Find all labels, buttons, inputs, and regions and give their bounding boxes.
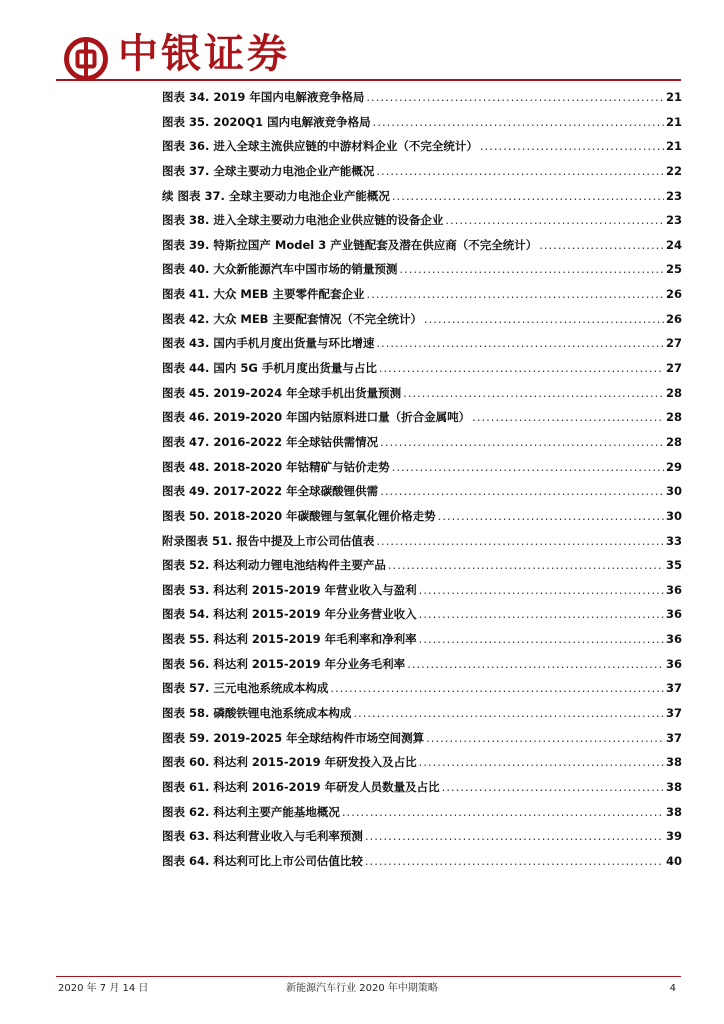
toc-entry-title: 图表 37. 全球主要动力电池企业产能概况 <box>162 163 375 178</box>
toc-entry[interactable] <box>162 504 682 529</box>
toc-entry-title: 图表 54. 科达利 2015-2019 年分业务营业收入 <box>162 607 417 622</box>
toc-entry[interactable] <box>162 159 682 184</box>
toc-entry[interactable] <box>162 529 682 554</box>
toc-dot-leader <box>365 824 664 849</box>
toc-entry-page: 26 <box>665 287 682 302</box>
toc-entry[interactable] <box>162 282 682 307</box>
toc-entry[interactable] <box>162 824 682 849</box>
toc-entry-title: 图表 53. 科达利 2015-2019 年营业收入与盈利 <box>162 582 417 597</box>
toc-entry-page: 27 <box>665 336 682 351</box>
toc-entry-page: 23 <box>665 213 682 228</box>
toc-dot-leader <box>426 726 664 751</box>
toc-entry-title: 图表 49. 2017-2022 年全球碳酸锂供需 <box>162 484 379 499</box>
toc-dot-leader <box>379 356 664 381</box>
footer-report-title: 新能源汽车行业 2020 年中期策略 <box>286 983 438 994</box>
toc-entry-page: 36 <box>665 656 682 671</box>
toc-dot-leader <box>366 282 664 307</box>
toc-entry-title: 图表 48. 2018-2020 年钴精矿与钴价走势 <box>162 459 390 474</box>
toc-entry-title: 图表 36. 进入全球主流供应链的中游材料企业（不完全统计） <box>162 139 478 154</box>
toc-entry-title: 图表 64. 科达利可比上市公司估值比较 <box>162 853 363 868</box>
toc-entry[interactable] <box>162 208 682 233</box>
toc-entry[interactable] <box>162 233 682 258</box>
page-header <box>0 0 724 78</box>
toc-dot-leader <box>373 110 664 135</box>
toc-entry[interactable] <box>162 849 682 874</box>
toc-dot-leader <box>392 455 664 480</box>
toc-entry-title: 图表 44. 国内 5G 手机月度出货量与占比 <box>162 361 377 376</box>
toc-entry[interactable] <box>162 356 682 381</box>
toc-dot-leader <box>380 479 664 504</box>
toc-entry-page: 29 <box>665 459 682 474</box>
toc-dot-leader <box>376 159 664 184</box>
toc-dot-leader <box>376 529 664 554</box>
toc-entry-page: 38 <box>665 755 682 770</box>
bank-of-china-logo-icon <box>63 36 109 82</box>
toc-entry[interactable] <box>162 134 682 159</box>
toc-entry[interactable] <box>162 405 682 430</box>
toc-entry-page: 23 <box>665 188 682 203</box>
toc-entry[interactable] <box>162 184 682 209</box>
toc-entry-page: 27 <box>665 361 682 376</box>
toc-entry-page: 21 <box>665 114 682 129</box>
toc-entry-title: 图表 43. 国内手机月度出货量与环比增速 <box>162 336 375 351</box>
toc-dot-leader <box>445 208 664 233</box>
toc-entry-title: 图表 35. 2020Q1 国内电解液竞争格局 <box>162 114 371 129</box>
toc-entry-page: 35 <box>665 558 682 573</box>
toc-dot-leader <box>392 184 664 209</box>
toc-entry-page: 36 <box>665 582 682 597</box>
toc-entry[interactable] <box>162 455 682 480</box>
toc-entry-title: 图表 47. 2016-2022 年全球钴供需情况 <box>162 434 379 449</box>
toc-entry[interactable] <box>162 676 682 701</box>
toc-entry-title: 图表 42. 大众 MEB 主要配套情况（不完全统计） <box>162 311 422 326</box>
toc-entry[interactable] <box>162 331 682 356</box>
toc-entry-title: 附录图表 51. 报告中提及上市公司估值表 <box>162 533 375 548</box>
toc-entry-page: 36 <box>665 632 682 647</box>
toc-entry-page: 36 <box>665 607 682 622</box>
toc-entry-page: 40 <box>665 853 682 868</box>
toc-entry-title: 图表 46. 2019-2020 年国内钴原料进口量（折合金属吨） <box>162 410 471 425</box>
toc-entry-page: 28 <box>665 434 682 449</box>
toc-entry[interactable] <box>162 775 682 800</box>
toc-entry-title: 图表 41. 大众 MEB 主要零件配套企业 <box>162 287 365 302</box>
toc-entry-title: 图表 56. 科达利 2015-2019 年分业务毛利率 <box>162 656 406 671</box>
toc-entry-title: 图表 58. 磷酸铁锂电池系统成本构成 <box>162 706 352 721</box>
toc-entry[interactable] <box>162 307 682 332</box>
toc-entry-page: 33 <box>665 533 682 548</box>
toc-dot-leader <box>480 134 664 159</box>
toc-dot-leader <box>539 233 664 258</box>
toc-entry-title: 图表 63. 科达利营业收入与毛利率预测 <box>162 829 363 844</box>
toc-dot-leader <box>442 775 664 800</box>
toc-entry-page: 38 <box>665 804 682 819</box>
toc-entry[interactable] <box>162 257 682 282</box>
toc-entry-page: 39 <box>665 829 682 844</box>
toc-entry-title: 续 图表 37. 全球主要动力电池企业产能概况 <box>162 188 390 203</box>
toc-entry-page: 30 <box>665 484 682 499</box>
toc-entry-title: 图表 38. 进入全球主要动力电池企业供应链的设备企业 <box>162 213 444 228</box>
toc-dot-leader <box>403 381 664 406</box>
table-of-figures <box>162 85 682 874</box>
toc-dot-leader <box>380 430 664 455</box>
toc-entry[interactable] <box>162 110 682 135</box>
toc-entry[interactable] <box>162 750 682 775</box>
toc-entry-title: 图表 40. 大众新能源汽车中国市场的销量预测 <box>162 262 398 277</box>
toc-dot-leader <box>407 652 664 677</box>
toc-entry-page: 37 <box>665 730 682 745</box>
toc-entry[interactable] <box>162 85 682 110</box>
toc-entry[interactable] <box>162 430 682 455</box>
toc-entry[interactable] <box>162 800 682 825</box>
toc-dot-leader <box>424 307 664 332</box>
toc-entry-page: 30 <box>665 508 682 523</box>
toc-entry[interactable] <box>162 652 682 677</box>
toc-entry-page: 37 <box>665 706 682 721</box>
toc-entry-title: 图表 45. 2019-2024 年全球手机出货量预测 <box>162 385 402 400</box>
toc-entry[interactable] <box>162 602 682 627</box>
toc-dot-leader <box>353 701 664 726</box>
toc-entry-title: 图表 50. 2018-2020 年碳酸锂与氢氧化锂价格走势 <box>162 508 436 523</box>
toc-entry-title: 图表 34. 2019 年国内电解液竞争格局 <box>162 90 365 104</box>
toc-dot-leader <box>388 553 664 578</box>
footer-divider <box>56 976 681 977</box>
toc-dot-leader <box>330 676 664 701</box>
toc-entry-page: 25 <box>665 262 682 277</box>
toc-dot-leader <box>419 578 664 603</box>
toc-entry-page: 37 <box>665 681 682 696</box>
toc-dot-leader <box>419 627 664 652</box>
toc-dot-leader <box>376 331 664 356</box>
footer-page-number: 4 <box>669 983 676 994</box>
toc-entry[interactable] <box>162 553 682 578</box>
brand-name: 中银证券 <box>118 30 290 77</box>
toc-dot-leader <box>419 750 664 775</box>
footer-date: 2020 年 7 月 14 日 <box>58 983 149 994</box>
toc-entry-page: 21 <box>665 90 682 104</box>
toc-dot-leader <box>419 602 664 627</box>
toc-dot-leader <box>342 800 664 825</box>
toc-entry-title: 图表 52. 科达利动力锂电池结构件主要产品 <box>162 558 386 573</box>
toc-entry-title: 图表 39. 特斯拉国产 Model 3 产业链配套及潜在供应商（不完全统计） <box>162 237 538 252</box>
toc-entry[interactable] <box>162 726 682 751</box>
toc-entry-title: 图表 61. 科达利 2016-2019 年研发人员数量及占比 <box>162 779 440 794</box>
toc-dot-leader <box>472 405 664 430</box>
toc-entry-title: 图表 57. 三元电池系统成本构成 <box>162 681 329 696</box>
toc-entry-title: 图表 62. 科达利主要产能基地概况 <box>162 804 340 819</box>
toc-entry-page: 28 <box>665 385 682 400</box>
toc-dot-leader <box>399 257 664 282</box>
toc-entry-page: 38 <box>665 779 682 794</box>
toc-entry-title: 图表 55. 科达利 2015-2019 年毛利率和净利率 <box>162 632 417 647</box>
toc-entry[interactable] <box>162 578 682 603</box>
toc-entry-page: 22 <box>665 163 682 178</box>
header-divider <box>56 79 681 81</box>
toc-dot-leader <box>366 85 664 110</box>
toc-entry[interactable] <box>162 381 682 406</box>
toc-dot-leader <box>365 849 664 874</box>
toc-entry-title: 图表 60. 科达利 2015-2019 年研发投入及占比 <box>162 755 417 770</box>
toc-entry[interactable] <box>162 627 682 652</box>
toc-entry-page: 24 <box>665 237 682 252</box>
toc-entry[interactable] <box>162 479 682 504</box>
toc-dot-leader <box>438 504 664 529</box>
toc-entry-page: 28 <box>665 410 682 425</box>
toc-entry-page: 26 <box>665 311 682 326</box>
toc-entry[interactable] <box>162 701 682 726</box>
toc-entry-page: 21 <box>665 139 682 154</box>
toc-entry-title: 图表 59. 2019-2025 年全球结构件市场空间测算 <box>162 730 425 745</box>
